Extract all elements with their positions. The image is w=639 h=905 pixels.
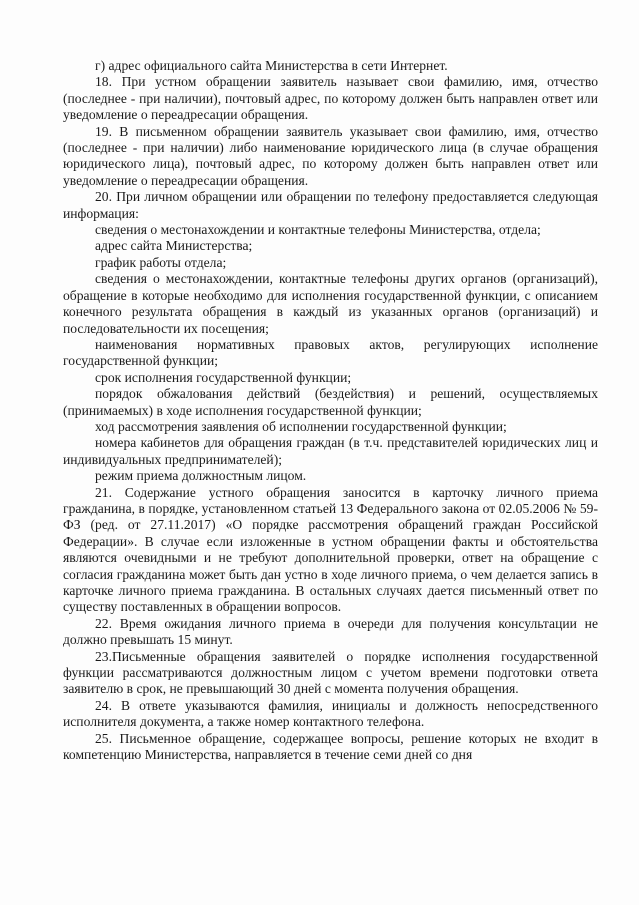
paragraph-18: 18. При устном обращении заявитель называет свои фамилию, имя, отчество (последнее - при наличии), почтовый адрес, по которому должен быть направлен ответ или уведомление о переадресации обращения. xyxy=(63,74,598,123)
list-item: порядок обжалования действий (бездействия) и решений, осуществляемых (принимаемых) в ходе исполнения государственной функции; xyxy=(63,386,598,418)
list-item: номера кабинетов для обращения граждан (в т.ч. представителей юридических лиц и индивидуальных предпринимателей); xyxy=(63,435,598,467)
list-item: сведения о местонахождении, контактные телефоны других органов (организаций), обращение в которые необходимо для исполнения государственной функции, с описанием конечного результата обращения в каждый из указанных органов (организаций) и последовательности их посещения; xyxy=(63,271,598,336)
list-item: график работы отдела; xyxy=(95,254,227,270)
paragraph-25: 25. Письменное обращение, содержащее вопросы, решение которых не входит в компетенцию Министерства, направляется в течение семи дней со дня xyxy=(63,730,598,763)
list-item: срок исполнения государственной функции; xyxy=(95,369,352,385)
paragraph-21: 21. Содержание устного обращения заносится в карточку личного приема гражданина, в порядке, установленном статьей 13 Федерального закона от 02.05.2006 № 59-ФЗ (ред. от 27.11.2017) «О порядке рассмотрения обращений граждан Российской Федерации». В случае если изложенные в устном обращении факты и обстоятельства являются очевидными и не требуют дополнительной проверки, ответ на обращение с согласия гражданина может быть дан устно в ходе личного приема, о чем делается запись в карточке личного приема гражданина. В остальных случаях дается письменный ответ по существу поставленных в обращении вопросов. xyxy=(63,484,598,615)
list-item: режим приема должностным лицом. xyxy=(95,468,307,484)
list-item: адрес сайта Министерства; xyxy=(95,238,253,254)
list-item: наименования нормативных правовых актов, регулирующих исполнение государственной функции; xyxy=(63,336,598,369)
paragraph-20: 20. При личном обращении или обращении по телефону предоставляется следующая информация: xyxy=(63,189,598,221)
list-item: сведения о местонахождении и контактные телефоны Министерства, отдела; xyxy=(95,222,541,238)
paragraph-24: 24. В ответе указываются фамилия, инициалы и должность непосредственного исполнителя документа, а также номер контактного телефона. xyxy=(63,697,598,730)
paragraph-item-g: г) адрес официального сайта Министерства в сети Интернет. xyxy=(95,58,448,73)
paragraph-19: 19. В письменном обращении заявитель указывает свои фамилию, имя, отчество (последнее - при наличии) либо наименование юридического лица (в случае обращения юридического лица), почтовый адрес, по которому должен быть направлен ответ или уведомление о переадресации обращения. xyxy=(63,123,598,188)
paragraph-22: 22. Время ожидания личного приема в очереди для получения консультации не должно превышать 15 минут. xyxy=(63,615,598,648)
paragraph-23: 23.Письменные обращения заявителей о порядке исполнения государственной функции рассматриваются должностным лицом с учетом времени подготовки ответа заявителю в срок, не превышающий 30 дней с момента получения обращения. xyxy=(63,648,598,697)
list-item: ход рассмотрения заявления об исполнении государственной функции; xyxy=(95,418,507,434)
